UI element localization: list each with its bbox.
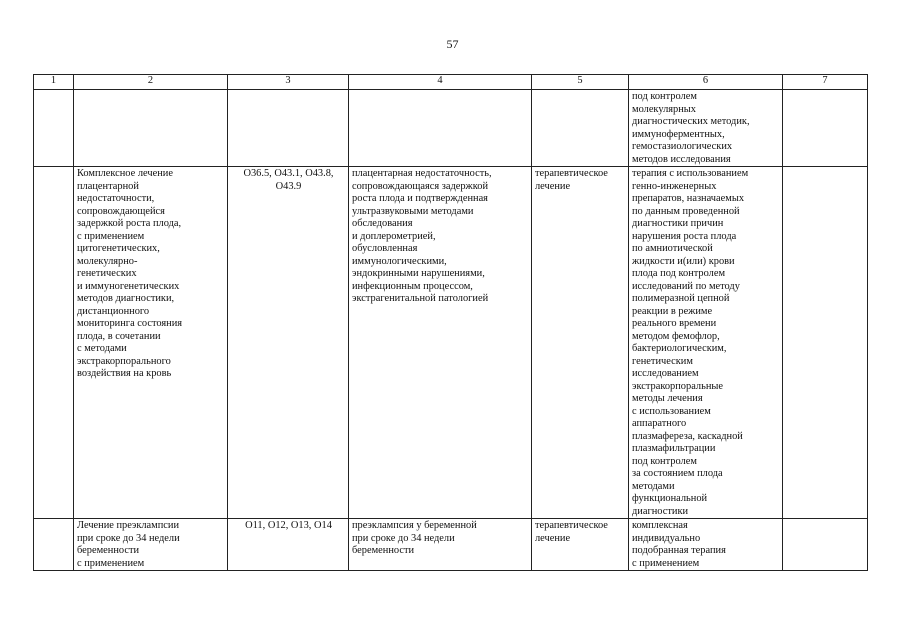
table-cell: плацентарная недостаточность, сопровождающаяся задержкой роста плода и подтвержденная ультразвуковыми методами обследования и доплерометрией, обусловленная иммунологическими, эндокринными нарушениями, инфекционным процессом, экстрагенитальной патологией — [349, 167, 532, 519]
table-cell: под контролем молекулярных диагностических методик, иммуноферментных, гемостазиологических методов исследования — [629, 90, 783, 167]
table-cell: комплексная индивидуально подобранная терапия с применением — [629, 519, 783, 571]
table-cell: Комплексное лечение плацентарной недостаточности, сопровождающейся задержкой роста плода, с применением цитогенетических, молекулярно- генетических и иммуногенетических методов диагностики, дистанционного мониторинга состояния плода, в сочетании с методами экстракорпорального воздействия на кровь — [74, 167, 228, 519]
table-cell — [34, 167, 74, 519]
table-cell: терапевтическое лечение — [532, 519, 629, 571]
table-cell: Лечение преэклампсии при сроке до 34 недели беременности с применением — [74, 519, 228, 571]
table-cell: терапия с использованием генно-инженерных препаратов, назначаемых по данным проведенной диагностики причин нарушения роста плода по амниотической жидкости и(или) крови плода под контролем исследований по методу полимеразной цепной реакции в режиме реального времени методом фемофлор, бактериологическим, генетическим исследованием экстракорпоральные методы лечения с использованием аппаратного плазмафереза, каскадной плазмафильтрации под контролем за состоянием плода методами функциональной диагностики — [629, 167, 783, 519]
table-cell — [783, 519, 868, 571]
table-row — [34, 519, 868, 571]
table-cell — [783, 90, 868, 167]
table-cell — [34, 519, 74, 571]
column-number-7: 7 — [783, 75, 868, 90]
table-header-row — [34, 75, 868, 90]
table-cell — [349, 90, 532, 167]
column-number-1: 1 — [34, 75, 74, 90]
table-cell — [228, 90, 349, 167]
column-number-5: 5 — [532, 75, 629, 90]
medical-care-table — [33, 74, 868, 571]
table-cell — [783, 167, 868, 519]
table-cell: O36.5, O43.1, O43.8, O43.9 — [228, 167, 349, 519]
column-number-2: 2 — [74, 75, 228, 90]
table-cell: преэклампсия у беременной при сроке до 34 недели беременности — [349, 519, 532, 571]
table-cell: терапевтическое лечение — [532, 167, 629, 519]
column-number-4: 4 — [349, 75, 532, 90]
table-cell — [532, 90, 629, 167]
page-number: 57 — [446, 37, 459, 51]
table-cell — [74, 90, 228, 167]
table-cell: O11, O12, O13, O14 — [228, 519, 349, 571]
column-number-6: 6 — [629, 75, 783, 90]
table-row — [34, 90, 868, 167]
table-cell — [34, 90, 74, 167]
table-row — [34, 167, 868, 519]
column-number-3: 3 — [228, 75, 349, 90]
